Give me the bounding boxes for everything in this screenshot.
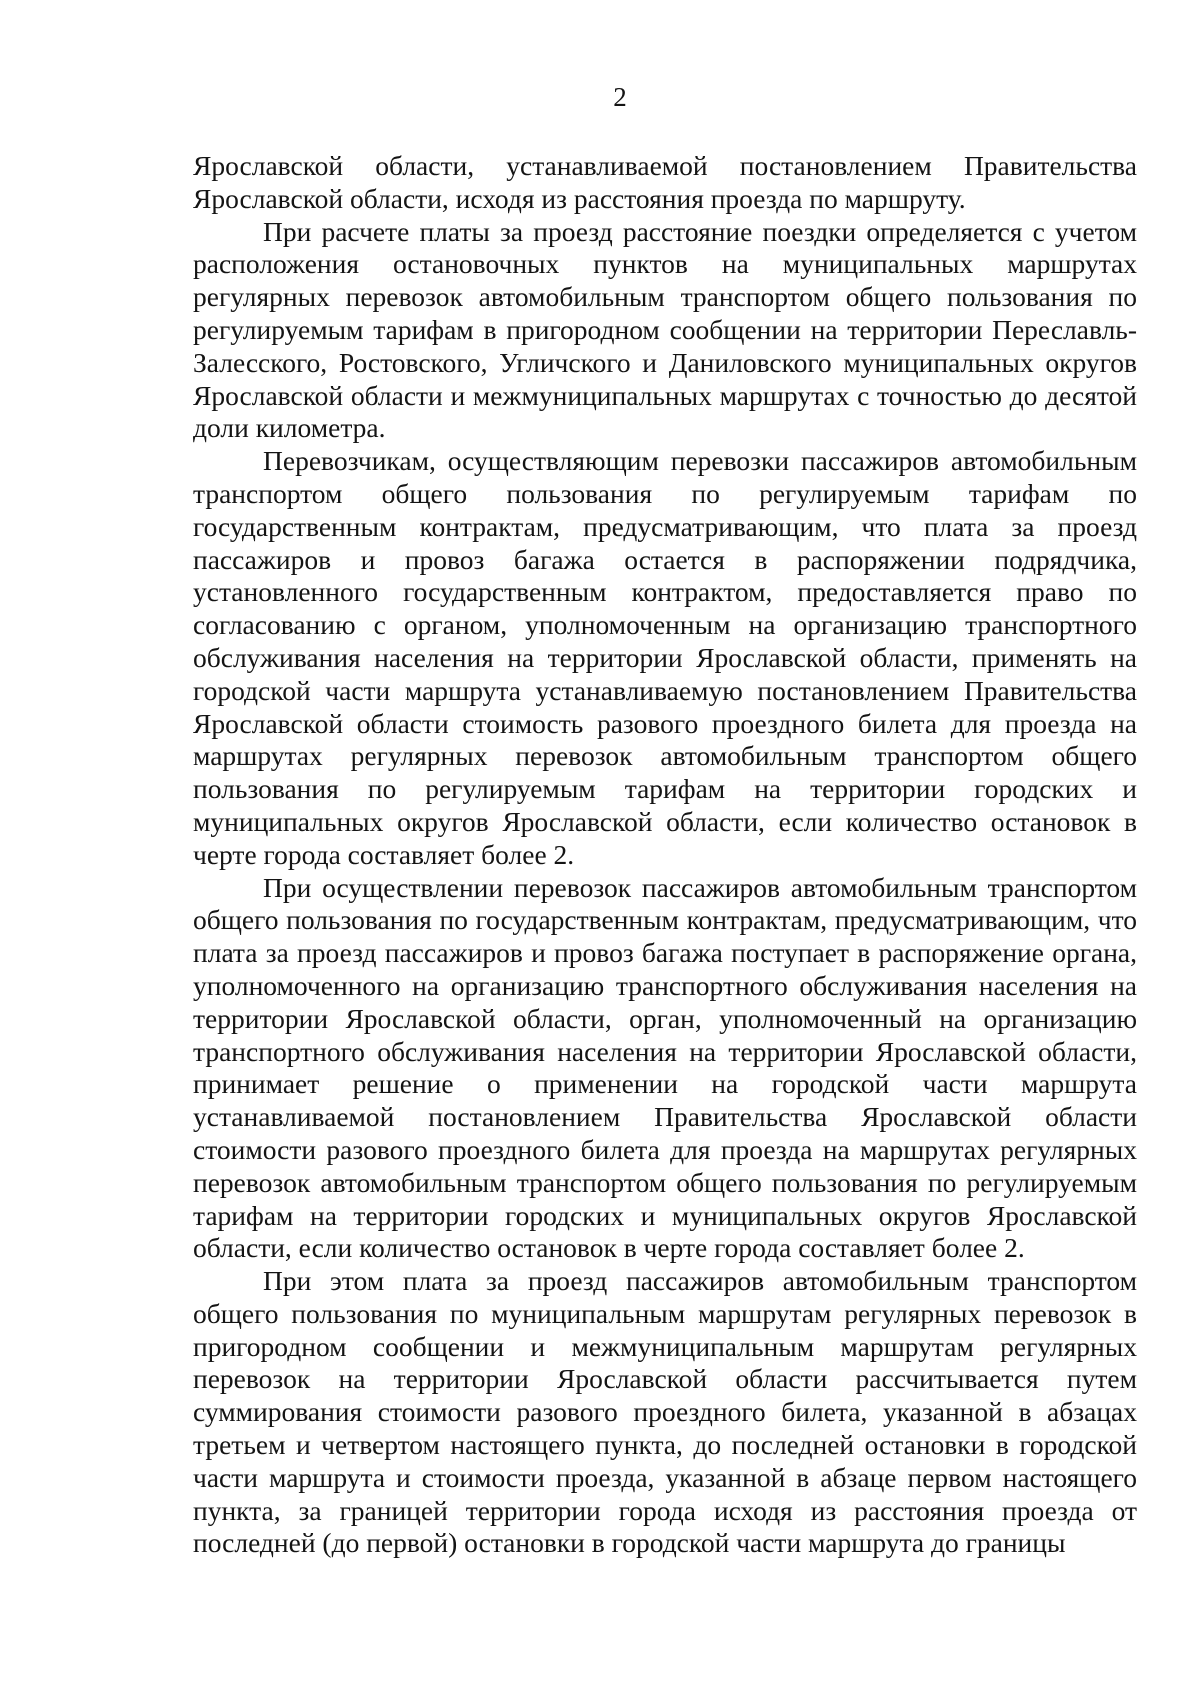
- document-body: [193, 150, 1137, 1560]
- paragraph: При расчете платы за проезд расстояние поездки определяется с учетом расположения остановочных пунктов на муниципальных маршрутах регулярных перевозок автомобильным транспортом общего пользования по регулируемым тарифам в пригородном сообщении на территории Переславль-Залесского, Ростовского, Угличского и Даниловского муниципальных округов Ярославской области и межмуниципальных маршрутах с точностью до десятой доли километра.: [193, 215, 1137, 444]
- paragraph: Ярославской области, устанавливаемой постановлением Правительства Ярославской области, исходя из расстояния проезда по маршруту.: [193, 150, 1137, 214]
- paragraph: При этом плата за проезд пассажиров автомобильным транспортом общего пользования по муниципальным маршрутам регулярных перевозок в пригородном сообщении и межмуниципальным маршрутам регулярных перевозок на территории Ярославской области рассчитывается путем суммирования стоимости разового проездного билета, указанной в абзацах третьем и четвертом настоящего пункта, до последней остановки в городской части маршрута и стоимости проезда, указанной в абзаце первом настоящего пункта, за границей территории города исходя из расстояния проезда от последней (до первой) остановки в городской части маршрута до границы: [193, 1265, 1137, 1559]
- paragraph: Перевозчикам, осуществляющим перевозки пассажиров автомобильным транспортом общего пользования по регулируемым тарифам по государственным контрактам, предусматривающим, что плата за проезд пассажиров и провоз багажа остается в распоряжении подрядчика, установленного государственным контрактом, предоставляется право по согласованию с органом, уполномоченным на организацию транспортного обслуживания населения на территории Ярославской области, применять на городской части маршрута устанавливаемую постановлением Правительства Ярославской области стоимость разового проездного билета для проезда на маршрутах регулярных перевозок автомобильным транспортом общего пользования по регулируемым тарифам на территории городских и муниципальных округов Ярославской области, если количество остановок в черте города составляет более 2.: [193, 445, 1137, 870]
- page-number: 2: [613, 82, 627, 112]
- paragraph: При осуществлении перевозок пассажиров автомобильным транспортом общего пользования по государственным контрактам, предусматривающим, что плата за проезд пассажиров и провоз багажа поступает в распоряжение органа, уполномоченного на организацию транспортного обслуживания населения на территории Ярославской области, орган, уполномоченный на организацию транспортного обслуживания населения на территории Ярославской области, принимает решение о применении на городской части маршрута устанавливаемой постановлением Правительства Ярославской области стоимости разового проездного билета для проезда на маршрутах регулярных перевозок автомобильным транспортом общего пользования по регулируемым тарифам на территории городских и муниципальных округов Ярославской области, если количество остановок в черте города составляет более 2.: [193, 871, 1137, 1264]
